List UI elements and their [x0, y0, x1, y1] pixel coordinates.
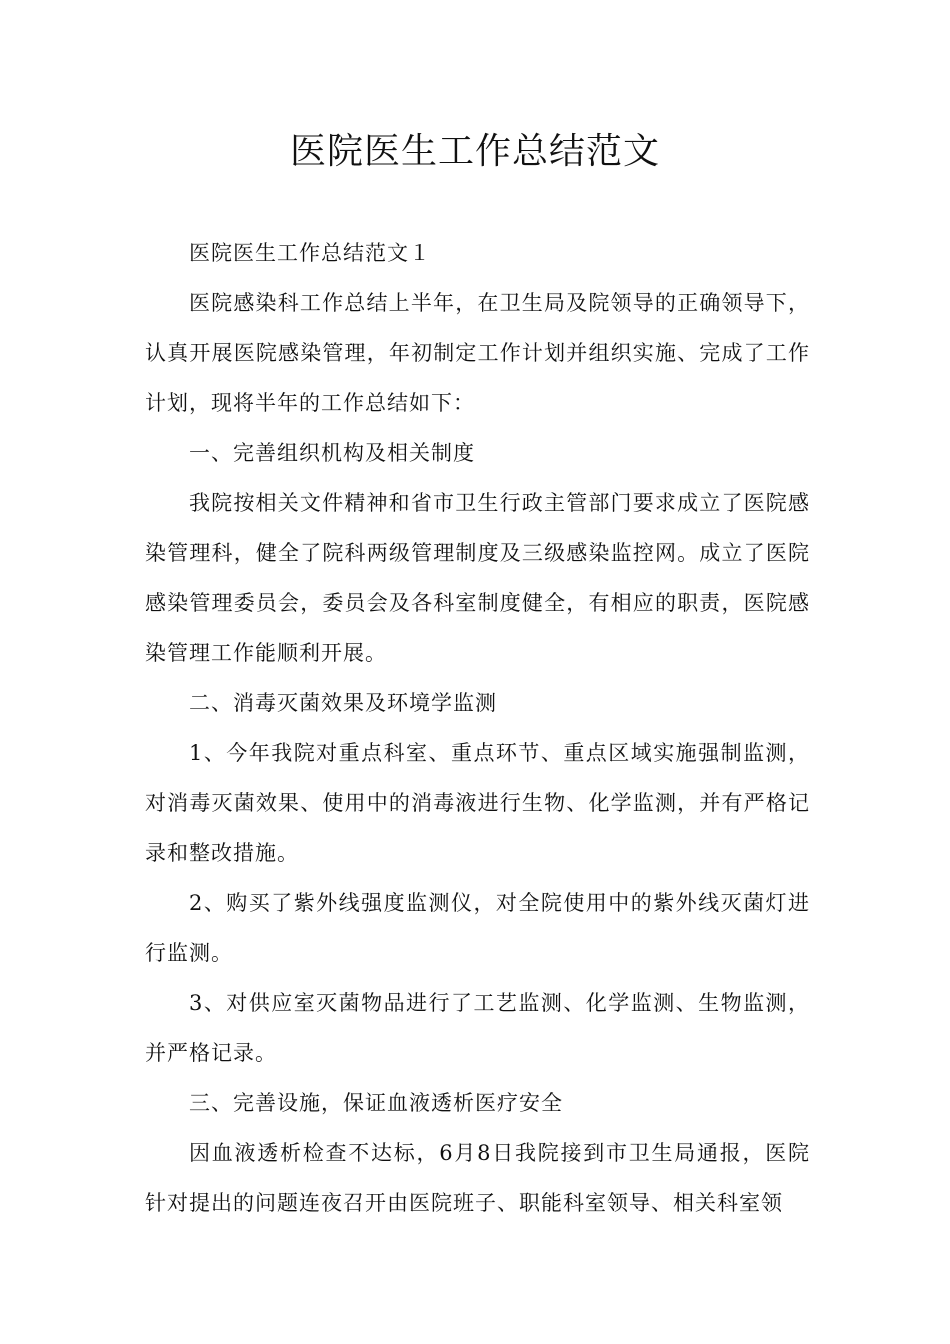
section-heading-1: 一、完善组织机构及相关制度 — [189, 441, 475, 465]
section-1-paragraph: 我院按相关文件精神和省市卫生行政主管部门要求成立了医院感染管理科，健全了院科两级管理制度及三级感染监控网。成立了医院感染管理委员会，委员会及各科室制度健全，有相应的职责，医院感染管理工作能顺利开展。 — [145, 491, 810, 665]
intro-paragraph: 医院感染科工作总结上半年，在卫生局及院领导的正确领导下，认真开展医院感染管理，年初制定工作计划并组织实施、完成了工作计划，现将半年的工作总结如下： — [145, 291, 810, 415]
subtitle-paragraph: 医院医生工作总结范文１ — [189, 241, 431, 265]
section-3-paragraph: 因血液透析检查不达标，6月8日我院接到市卫生局通报，医院针对提出的问题连夜召开由医院班子、职能科室领导、相关科室领 — [145, 1141, 810, 1215]
section-heading-2: 二、消毒灭菌效果及环境学监测 — [189, 691, 497, 715]
section-2-item-3: 3、对供应室灭菌物品进行了工艺监测、化学监测、生物监测，并严格记录。 — [145, 991, 810, 1065]
section-2-item-1: 1、今年我院对重点科室、重点环节、重点区域实施强制监测，对消毒灭菌效果、使用中的消毒液进行生物、化学监测，并有严格记录和整改措施。 — [145, 741, 810, 865]
section-2-item-2: 2、购买了紫外线强度监测仪，对全院使用中的紫外线灭菌灯进行监测。 — [145, 891, 810, 965]
document-title: 医院医生工作总结范文 — [289, 131, 660, 172]
section-heading-3: 三、完善设施，保证血液透析医疗安全 — [189, 1091, 563, 1115]
document-body — [145, 228, 810, 1228]
